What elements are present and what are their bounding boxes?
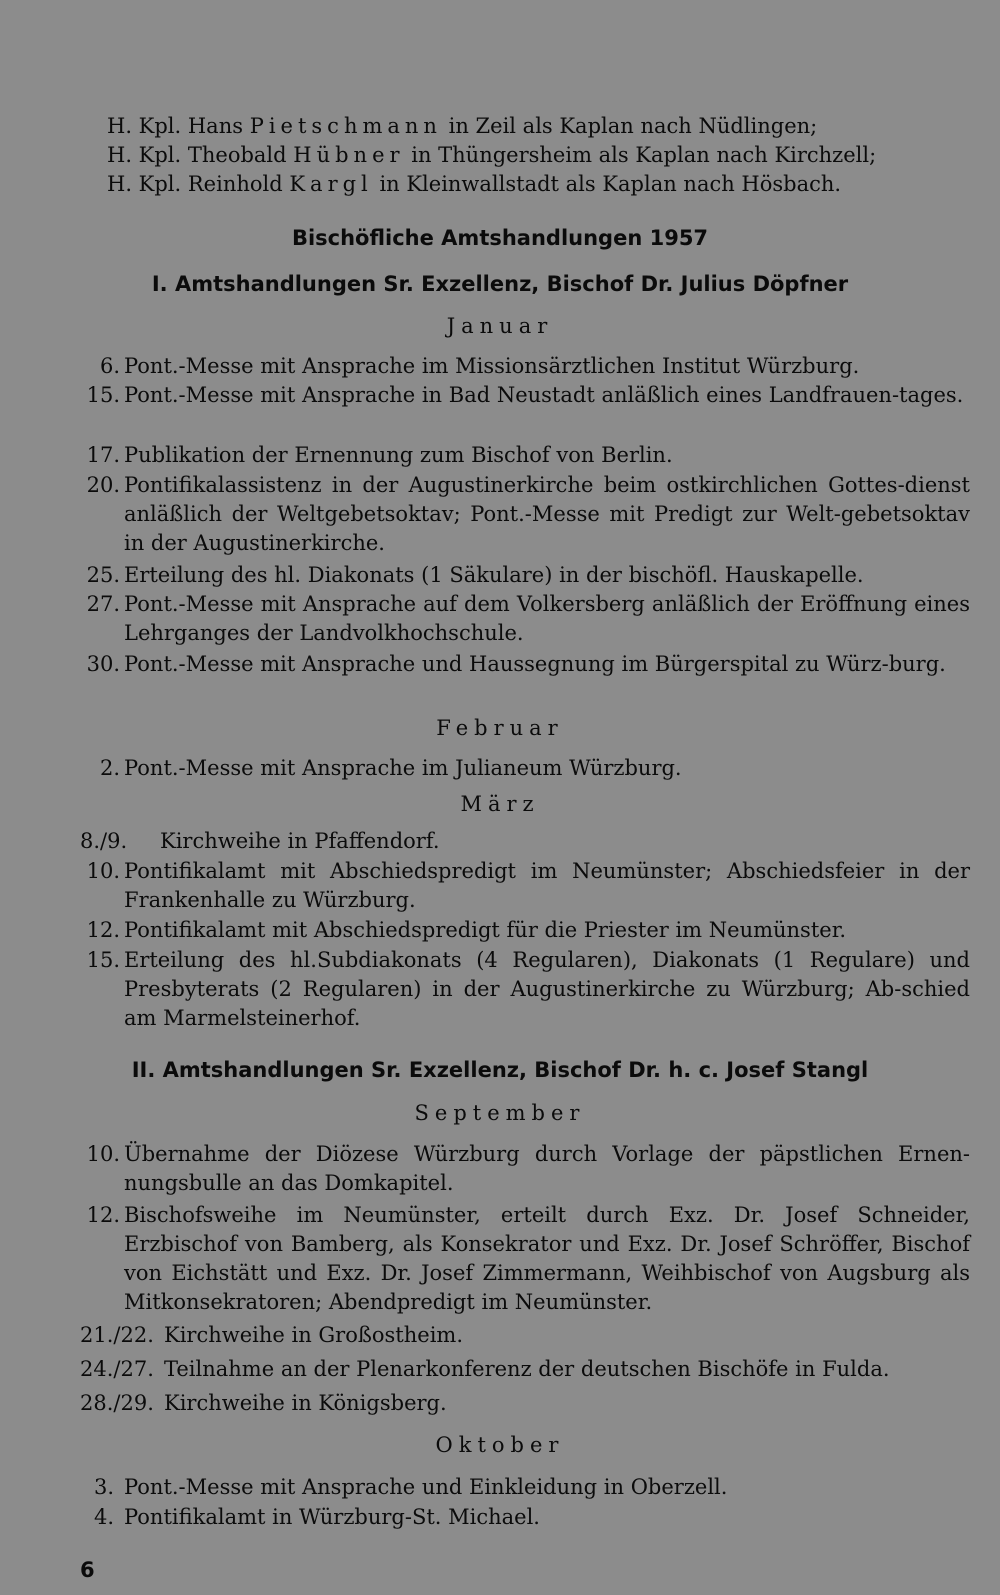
intro-line: H. Kpl. Hans Pietschmann in Zeil als Kaplan nach Nüdlingen; <box>107 114 818 138</box>
list-item: 15. Pont.-Messe mit Ansprache in Bad Neustadt anläßlich eines Landfrauen-tages. <box>86 383 964 407</box>
list-item: 24./27. Teilnahme an der Plenarkonferenz der deutschen Bischöfe in Fulda. <box>80 1357 890 1381</box>
person-name: Pietschmann <box>249 114 442 138</box>
list-item: 30. Pont.-Messe mit Ansprache und Haussegnung im Bürgerspital zu Würz-burg. <box>86 652 946 676</box>
list-item: 25. Erteilung des hl. Diakonats (1 Säkulare) in der bischöfl. Hauskapelle. <box>86 563 864 587</box>
section2-heading: II. Amtshandlungen Sr. Exzellenz, Bischof Dr. h. c. Josef Stangl <box>131 1058 869 1082</box>
month-heading: Januar <box>446 314 554 338</box>
month-heading: März <box>460 792 540 816</box>
month-heading: Oktober <box>435 1433 565 1457</box>
list-item: 28./29. Kirchweihe in Königsberg. <box>80 1391 447 1415</box>
list-item: 10. Pontifikalamt mit Abschiedspredigt im Neumünster; Abschiedsfeier in der Frankenhalle zu Würzburg. <box>86 859 970 912</box>
list-item: 27. Pont.-Messe mit Ansprache auf dem Volkersberg anläßlich der Eröffnung eines Lehrganges der Landvolkhochschule. <box>86 592 970 645</box>
list-item: 17. Publikation der Ernennung zum Bischof von Berlin. <box>86 443 673 467</box>
list-item: 2. Pont.-Messe mit Ansprache im Julianeum Würzburg. <box>99 756 682 780</box>
month-heading: Februar <box>436 716 564 740</box>
list-item: 20. Pontifikalassistenz in der Augustinerkirche beim ostkirchlichen Gottes-dienst anläßlich der Weltgebetsoktav; Pont.-Messe mit Predigt zur Welt-gebetsoktav in der Augustinerkirche. <box>86 473 970 555</box>
list-item: 6. Pont.-Messe mit Ansprache im Missionsärztlichen Institut Würzburg. <box>99 354 860 378</box>
list-item: 8./9. Kirchweihe in Pfaffendorf. <box>80 829 440 853</box>
list-item: 21./22. Kirchweihe in Großostheim. <box>80 1323 463 1347</box>
list-item: 12. Bischofsweihe im Neumünster, erteilt durch Exz. Dr. Josef Schneider, Erzbischof von Bamberg, als Konsekrator und Exz. Dr. Josef Schröffer, Bischof von Eichstätt und Exz. Dr. Josef Zimmermann, Weihbischof von Augsburg als Mitkonsekratoren; Abendpredigt im Neumünster. <box>86 1203 970 1314</box>
person-name: Kargl <box>289 172 373 196</box>
month-heading: September <box>414 1101 586 1125</box>
list-item: 12. Pontifikalamt mit Abschiedspredigt für die Priester im Neumünster. <box>86 918 847 942</box>
list-item: 10. Übernahme der Diözese Würzburg durch Vorlage der päpstlichen Ernen-nungsbulle an das Domkapitel. <box>86 1142 970 1195</box>
list-item: 15. Erteilung des hl.Subdiakonats (4 Regularen), Diakonats (1 Regulare) und Presbyterats (2 Regularen) in der Augustinerkirche zu Würzburg; Ab-schied am Marmelsteinerhof. <box>86 948 970 1030</box>
list-item: 4. Pontifikalamt in Würzburg-St. Michael. <box>93 1505 540 1529</box>
person-name: Hübner <box>293 143 405 167</box>
intro-block <box>107 112 876 199</box>
main-heading: Bischöfliche Amtshandlungen 1957 <box>291 226 709 250</box>
list-item: 3. Pont.-Messe mit Ansprache und Einkleidung in Oberzell. <box>93 1475 728 1499</box>
intro-line: H. Kpl. Theobald Hübner in Thüngersheim als Kaplan nach Kirchzell; <box>107 143 877 167</box>
intro-line: H. Kpl. Reinhold Kargl in Kleinwallstadt als Kaplan nach Hösbach. <box>107 172 842 196</box>
page-number: 6 <box>80 1558 95 1582</box>
section1-heading: I. Amtshandlungen Sr. Exzellenz, Bischof Dr. Julius Döpfner <box>151 272 849 296</box>
